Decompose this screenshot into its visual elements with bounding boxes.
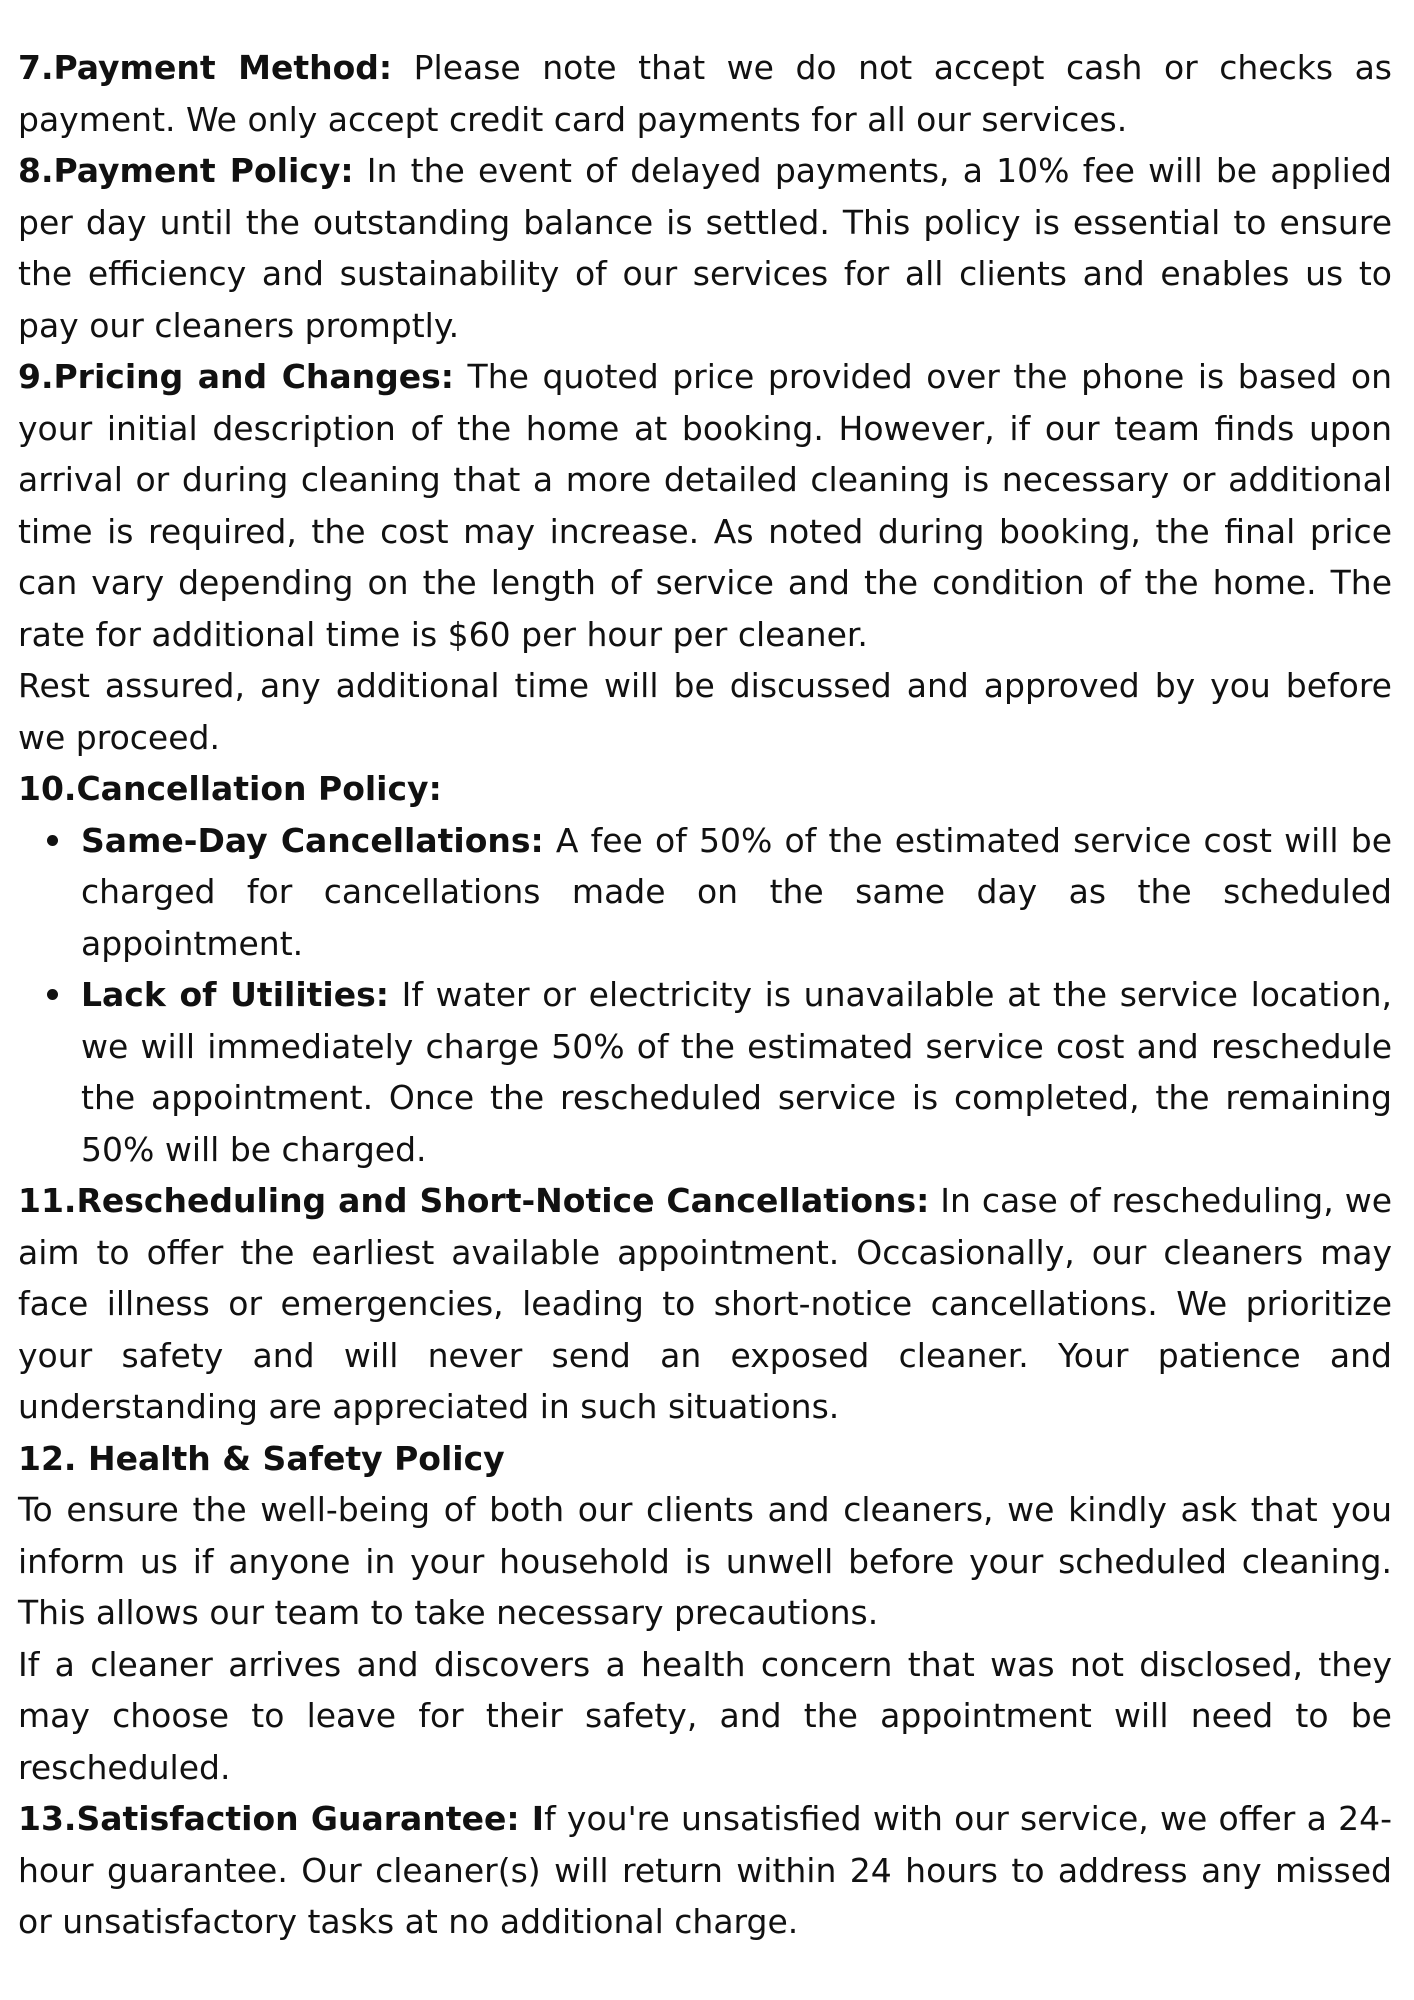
pricing-note: Rest assured, any additional time will be discussed and approved by you before we proceed.	[18, 666, 1392, 757]
payment-policy-paragraph	[18, 145, 1392, 351]
pricing-heading: 9.Pricing and Changes:	[18, 357, 455, 396]
cancellation-heading	[18, 763, 1392, 815]
health-heading	[18, 1433, 1392, 1485]
payment-policy-heading: 8.Payment Policy:	[18, 151, 354, 190]
rescheduling-text: In case of rescheduling, we aim to offer the earliest available appointment. Occasionally, our cleaners may face illness or emergencies, leading to short-notice cancellations. We prioritize your safety and will never send an exposed cleaner. Your patience and understanding are appreciated in such situations.	[18, 1181, 1392, 1426]
list-item	[81, 815, 1392, 970]
bullet-icon	[47, 835, 58, 846]
utilities-text: If water or electricity is unavailable at the service location, we will immediately charge 50% of the estimated service cost and reschedule the appointment. Once the rescheduled service is completed, the remaining 50% will be charged.	[81, 975, 1392, 1169]
utilities-heading: Lack of Utilities:	[81, 975, 389, 1014]
payment-policy-text: In the event of delayed payments, a 10% fee will be applied per day until the outstanding balance is settled. This policy is essential to ensure the efficiency and sustainability of our services for all clients and enables us to pay our cleaners promptly.	[18, 151, 1392, 345]
cancellation-list	[18, 815, 1392, 1176]
policy-document	[18, 42, 1392, 1948]
health-heading-text: 12. Health & Safety Policy	[18, 1438, 505, 1478]
cancellation-heading-text: 10.Cancellation Policy:	[18, 769, 442, 808]
pricing-text: The quoted price provided over the phone is based on your initial description of the home at booking. However, if our team finds upon arrival or during cleaning that a more detailed cleaning is necessary or additional time is required, the cost may increase. As noted during booking, the final price can vary depending on the length of service and the condition of the home. The rate for additional time is $60 per hour per cleaner.	[18, 357, 1392, 654]
payment-method-paragraph	[18, 42, 1392, 145]
health-text-1: To ensure the well-being of both our clients and cleaners, we kindly ask that you inform us if anyone in your household is unwell before your scheduled cleaning. This allows our team to take necessary precautions.	[18, 1490, 1392, 1632]
same-day-heading: Same-Day Cancellations:	[81, 820, 544, 860]
rescheduling-paragraph	[18, 1175, 1392, 1433]
bullet-icon	[47, 989, 58, 1000]
payment-method-text: Please note that we do not accept cash or checks as payment. We only accept credit card payments for all our services.	[18, 48, 1392, 139]
satisfaction-heading: 13.Satisfaction Guarantee: I	[18, 1799, 545, 1838]
payment-method-heading: 7.Payment Method:	[18, 48, 393, 87]
same-day-text: A fee of 50% of the estimated service cost will be charged for cancellations made on the same day as the scheduled appointment.	[81, 820, 1392, 963]
health-text-2: If a cleaner arrives and discovers a health concern that was not disclosed, they may choose to leave for their safety, and the appointment will need to be rescheduled.	[18, 1644, 1392, 1787]
list-item	[81, 969, 1392, 1175]
pricing-paragraph	[18, 351, 1392, 660]
satisfaction-paragraph	[18, 1793, 1392, 1948]
rescheduling-heading: 11.Rescheduling and Short-Notice Cancellations:	[18, 1181, 930, 1220]
satisfaction-text: f you're unsatisfied with our service, we offer a 24-hour guarantee. Our cleaner(s) will return within 24 hours to address any missed or unsatisfactory tasks at no additional charge.	[18, 1799, 1392, 1941]
